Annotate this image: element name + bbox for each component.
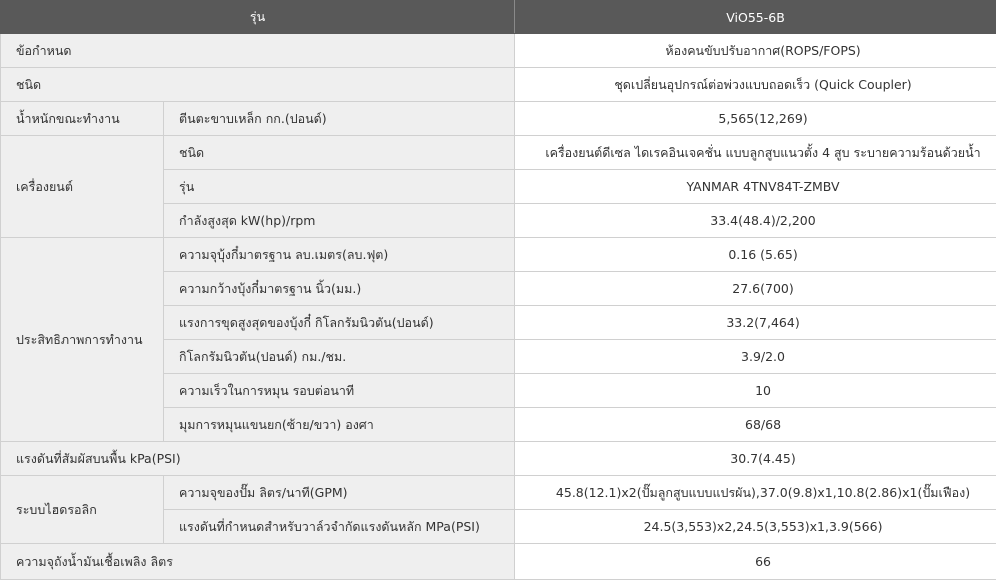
table-row-type xyxy=(1,68,996,102)
row-value: 66 xyxy=(515,544,996,580)
table-row-engine xyxy=(1,136,996,170)
row-value: 24.5(3,553)x2,24.5(3,553)x1,3.9(566) xyxy=(515,510,996,544)
row-label: ความจุถังน้ำมันเชื้อเพลิง ลิตร xyxy=(1,544,515,580)
table-row-cab xyxy=(1,34,996,68)
row-sublabel: ความเร็วในการหมุน รอบต่อนาที xyxy=(164,374,515,408)
row-value: ชุดเปลี่ยนอุปกรณ์ต่อพ่วงแบบถอดเร็ว (Quick Coupler) xyxy=(515,68,996,102)
row-value: 33.4(48.4)/2,200 xyxy=(515,204,996,238)
row-sublabel: ตีนตะขาบเหล็ก กก.(ปอนด์) xyxy=(164,102,515,136)
row-sublabel: ความกว้างบุ้งกี๋มาตรฐาน นิ้ว(มม.) xyxy=(164,272,515,306)
row-sublabel: แรงการขุดสูงสุดของบุ้งกี๋ กิโลกรัมนิวตัน(ปอนด์) xyxy=(164,306,515,340)
row-sublabel: แรงดันที่กำหนดสำหรับวาล์วจำกัดแรงดันหลัก MPa(PSI) xyxy=(164,510,515,544)
row-value: 10 xyxy=(515,374,996,408)
row-value: 3.9/2.0 xyxy=(515,340,996,374)
row-sublabel: รุ่น xyxy=(164,170,515,204)
table-header-row xyxy=(1,1,996,34)
row-value: 0.16 (5.65) xyxy=(515,238,996,272)
row-value: เครื่องยนต์ดีเซล ไดเรคอินเจคชั่น แบบลูกสูบแนวตั้ง 4 สูบ ระบายความร้อนด้วยน้ำ xyxy=(515,136,996,170)
row-sublabel: ความจุของปั๊ม ลิตร/นาที(GPM) xyxy=(164,476,515,510)
row-label: ข้อกำหนด xyxy=(1,34,515,68)
row-sublabel: ความจุบุ้งกี๋มาตรฐาน ลบ.เมตร(ลบ.ฟุต) xyxy=(164,238,515,272)
row-value: 45.8(12.1)x2(ปั๊มลูกสูบแบบแปรผัน),37.0(9.8)x1,10.8(2.86)x1(ปั๊มเฟือง) xyxy=(515,476,996,510)
row-value: 27.6(700) xyxy=(515,272,996,306)
row-value: 30.7(4.45) xyxy=(515,442,996,476)
table-row-hydraulic xyxy=(1,476,996,510)
row-value: 5,565(12,269) xyxy=(515,102,996,136)
row-value: ห้องคนขับปรับอากาศ(ROPS/FOPS) xyxy=(515,34,996,68)
group-label-engine: เครื่องยนต์ xyxy=(1,136,164,238)
table-row-weight xyxy=(1,102,996,136)
row-sublabel: กิโลกรัมนิวตัน(ปอนด์) กม./ชม. xyxy=(164,340,515,374)
row-sublabel: กำลังสูงสุด kW(hp)/rpm xyxy=(164,204,515,238)
model-column-header: รุ่น xyxy=(1,1,515,34)
group-label-performance: ประสิทธิภาพการทำงาน xyxy=(1,238,164,442)
row-value: 33.2(7,464) xyxy=(515,306,996,340)
row-label: แรงดันที่สัมผัสบนพื้น kPa(PSI) xyxy=(1,442,515,476)
group-label-hydraulic: ระบบไฮดรอลิก xyxy=(1,476,164,544)
row-label: ชนิด xyxy=(1,68,515,102)
row-value: 68/68 xyxy=(515,408,996,442)
row-sublabel: มุมการหมุนแขนยก(ซ้าย/ขวา) องศา xyxy=(164,408,515,442)
table-row-fuel xyxy=(1,544,996,580)
row-sublabel: ชนิด xyxy=(164,136,515,170)
row-label: น้ำหนักขณะทำงาน xyxy=(1,102,164,136)
row-value: YANMAR 4TNV84T-ZMBV xyxy=(515,170,996,204)
table-row-ground-pressure xyxy=(1,442,996,476)
model-name-header: ViO55-6B xyxy=(515,1,996,34)
table-row-performance xyxy=(1,238,996,272)
